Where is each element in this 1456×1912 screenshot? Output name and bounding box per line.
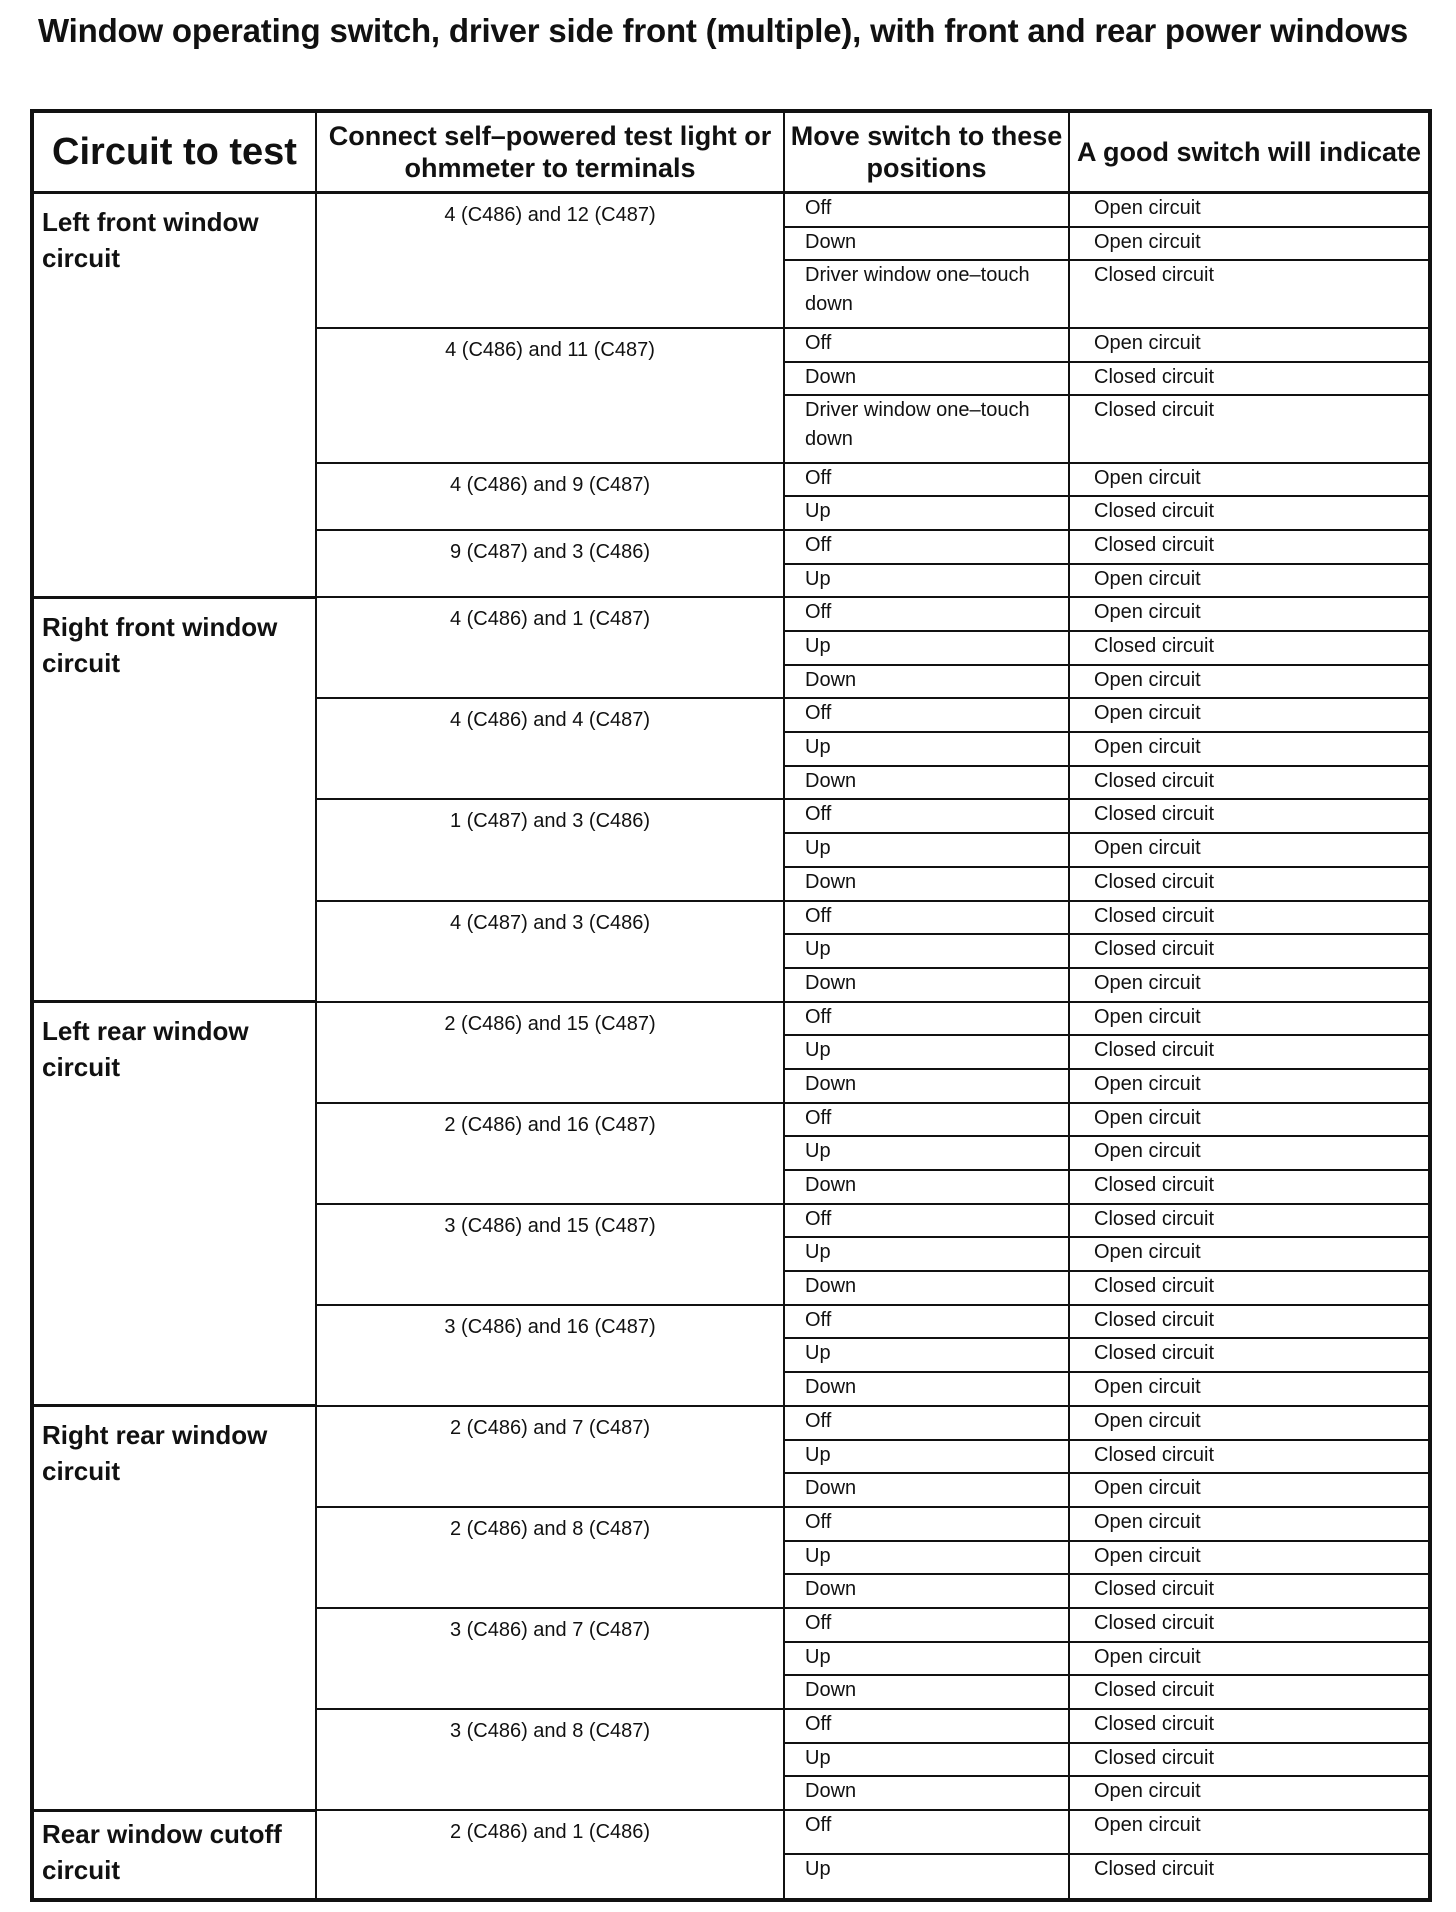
expected-result: Open circuit [1069,732,1430,766]
switch-position: Off [784,328,1069,362]
switch-position: Off [784,1204,1069,1238]
header-row [32,111,1430,193]
switch-test-table [30,109,1432,1902]
expected-result: Open circuit [1069,1136,1430,1170]
switch-position: Off [784,901,1069,935]
expected-result: Closed circuit [1069,1675,1430,1709]
switch-position: Down [784,1675,1069,1709]
expected-result: Closed circuit [1069,260,1430,327]
expected-result: Closed circuit [1069,934,1430,968]
switch-position: Up [784,1035,1069,1069]
switch-position: Off [784,597,1069,631]
switch-position: Up [784,564,1069,598]
expected-result: Closed circuit [1069,1204,1430,1238]
switch-position: Down [784,867,1069,901]
switch-position: Up [784,1854,1069,1900]
switch-position: Off [784,1002,1069,1036]
expected-result: Open circuit [1069,1002,1430,1036]
expected-result: Closed circuit [1069,1854,1430,1900]
header-result: A good switch will indicate [1069,111,1430,193]
switch-position: Down [784,1271,1069,1305]
switch-position: Up [784,1338,1069,1372]
switch-position: Off [784,193,1069,227]
switch-position: Down [784,766,1069,800]
terminals-cell: 9 (C487) and 3 (C486) [316,530,784,597]
switch-position: Up [784,1237,1069,1271]
expected-result: Open circuit [1069,1237,1430,1271]
terminals-cell: 2 (C486) and 8 (C487) [316,1507,784,1608]
expected-result: Closed circuit [1069,1709,1430,1743]
table-row [32,597,1430,631]
circuit-name: Left rear window circuit [32,1002,316,1406]
expected-result: Open circuit [1069,597,1430,631]
switch-position: Driver window one–touch down [784,395,1069,462]
expected-result: Closed circuit [1069,1743,1430,1777]
switch-position: Up [784,1642,1069,1676]
table-body [32,193,1430,1901]
terminals-cell: 3 (C486) and 7 (C487) [316,1608,784,1709]
expected-result: Open circuit [1069,833,1430,867]
terminals-cell: 4 (C486) and 12 (C487) [316,193,784,328]
expected-result: Closed circuit [1069,362,1430,396]
header-positions: Move switch to these positions [784,111,1069,193]
terminals-cell: 4 (C486) and 9 (C487) [316,463,784,530]
expected-result: Open circuit [1069,1810,1430,1854]
switch-position: Off [784,530,1069,564]
expected-result: Open circuit [1069,1507,1430,1541]
table-row [32,1810,1430,1854]
header-terminals: Connect self–powered test light or ohmmeter to terminals [316,111,784,193]
expected-result: Open circuit [1069,698,1430,732]
circuit-name: Rear window cutoff circuit [32,1810,316,1900]
expected-result: Open circuit [1069,227,1430,261]
circuit-name: Left front window circuit [32,193,316,598]
switch-position: Up [784,496,1069,530]
expected-result: Open circuit [1069,1642,1430,1676]
terminals-cell: 2 (C486) and 1 (C486) [316,1810,784,1900]
expected-result: Open circuit [1069,1406,1430,1440]
expected-result: Open circuit [1069,193,1430,227]
switch-position: Down [784,968,1069,1002]
expected-result: Closed circuit [1069,1170,1430,1204]
switch-position: Down [784,1069,1069,1103]
switch-position: Off [784,799,1069,833]
circuit-name: Right rear window circuit [32,1406,316,1810]
expected-result: Closed circuit [1069,766,1430,800]
expected-result: Open circuit [1069,463,1430,497]
expected-result: Open circuit [1069,1473,1430,1507]
expected-result: Closed circuit [1069,1440,1430,1474]
terminals-cell: 3 (C486) and 8 (C487) [316,1709,784,1810]
switch-position: Off [784,1507,1069,1541]
expected-result: Open circuit [1069,1541,1430,1575]
expected-result: Closed circuit [1069,1035,1430,1069]
expected-result: Closed circuit [1069,1608,1430,1642]
expected-result: Open circuit [1069,665,1430,699]
expected-result: Open circuit [1069,1103,1430,1137]
switch-position: Up [784,732,1069,766]
switch-position: Down [784,362,1069,396]
expected-result: Open circuit [1069,1372,1430,1406]
terminals-cell: 2 (C486) and 7 (C487) [316,1406,784,1507]
expected-result: Closed circuit [1069,799,1430,833]
switch-position: Off [784,1406,1069,1440]
expected-result: Closed circuit [1069,496,1430,530]
switch-position: Off [784,463,1069,497]
switch-position: Up [784,1743,1069,1777]
expected-result: Closed circuit [1069,1305,1430,1339]
expected-result: Closed circuit [1069,395,1430,462]
switch-position: Off [784,1608,1069,1642]
expected-result: Open circuit [1069,1776,1430,1810]
page-title: Window operating switch, driver side front (multiple), with front and rear power windows [38,12,1409,49]
switch-position: Up [784,833,1069,867]
terminals-cell: 4 (C486) and 11 (C487) [316,328,784,463]
switch-position: Up [784,1541,1069,1575]
terminals-cell: 1 (C487) and 3 (C486) [316,799,784,900]
header-circuit: Circuit to test [32,111,316,193]
table-row [32,1002,1430,1036]
switch-position: Up [784,934,1069,968]
table-row [32,193,1430,227]
switch-position: Up [784,1440,1069,1474]
switch-position: Up [784,1136,1069,1170]
expected-result: Closed circuit [1069,1574,1430,1608]
switch-position: Up [784,631,1069,665]
expected-result: Open circuit [1069,1069,1430,1103]
switch-position: Down [784,1372,1069,1406]
switch-position: Off [784,1709,1069,1743]
switch-position: Off [784,1810,1069,1854]
expected-result: Open circuit [1069,564,1430,598]
expected-result: Closed circuit [1069,1338,1430,1372]
terminals-cell: 3 (C486) and 16 (C487) [316,1305,784,1406]
terminals-cell: 3 (C486) and 15 (C487) [316,1204,784,1305]
switch-position: Down [784,1473,1069,1507]
switch-position: Off [784,698,1069,732]
expected-result: Closed circuit [1069,1271,1430,1305]
switch-position: Down [784,1170,1069,1204]
terminals-cell: 4 (C486) and 4 (C487) [316,698,784,799]
terminals-cell: 4 (C487) and 3 (C486) [316,901,784,1002]
switch-position: Down [784,1776,1069,1810]
switch-position: Driver window one–touch down [784,260,1069,327]
table-row [32,1406,1430,1440]
switch-position: Off [784,1305,1069,1339]
terminals-cell: 2 (C486) and 16 (C487) [316,1103,784,1204]
switch-position: Down [784,227,1069,261]
table-header [32,111,1430,193]
expected-result: Closed circuit [1069,901,1430,935]
switch-position: Off [784,1103,1069,1137]
terminals-cell: 2 (C486) and 15 (C487) [316,1002,784,1103]
expected-result: Closed circuit [1069,530,1430,564]
expected-result: Closed circuit [1069,867,1430,901]
switch-position: Down [784,665,1069,699]
expected-result: Closed circuit [1069,631,1430,665]
switch-position: Down [784,1574,1069,1608]
expected-result: Open circuit [1069,968,1430,1002]
circuit-name: Right front window circuit [32,597,316,1001]
terminals-cell: 4 (C486) and 1 (C487) [316,597,784,698]
expected-result: Open circuit [1069,328,1430,362]
